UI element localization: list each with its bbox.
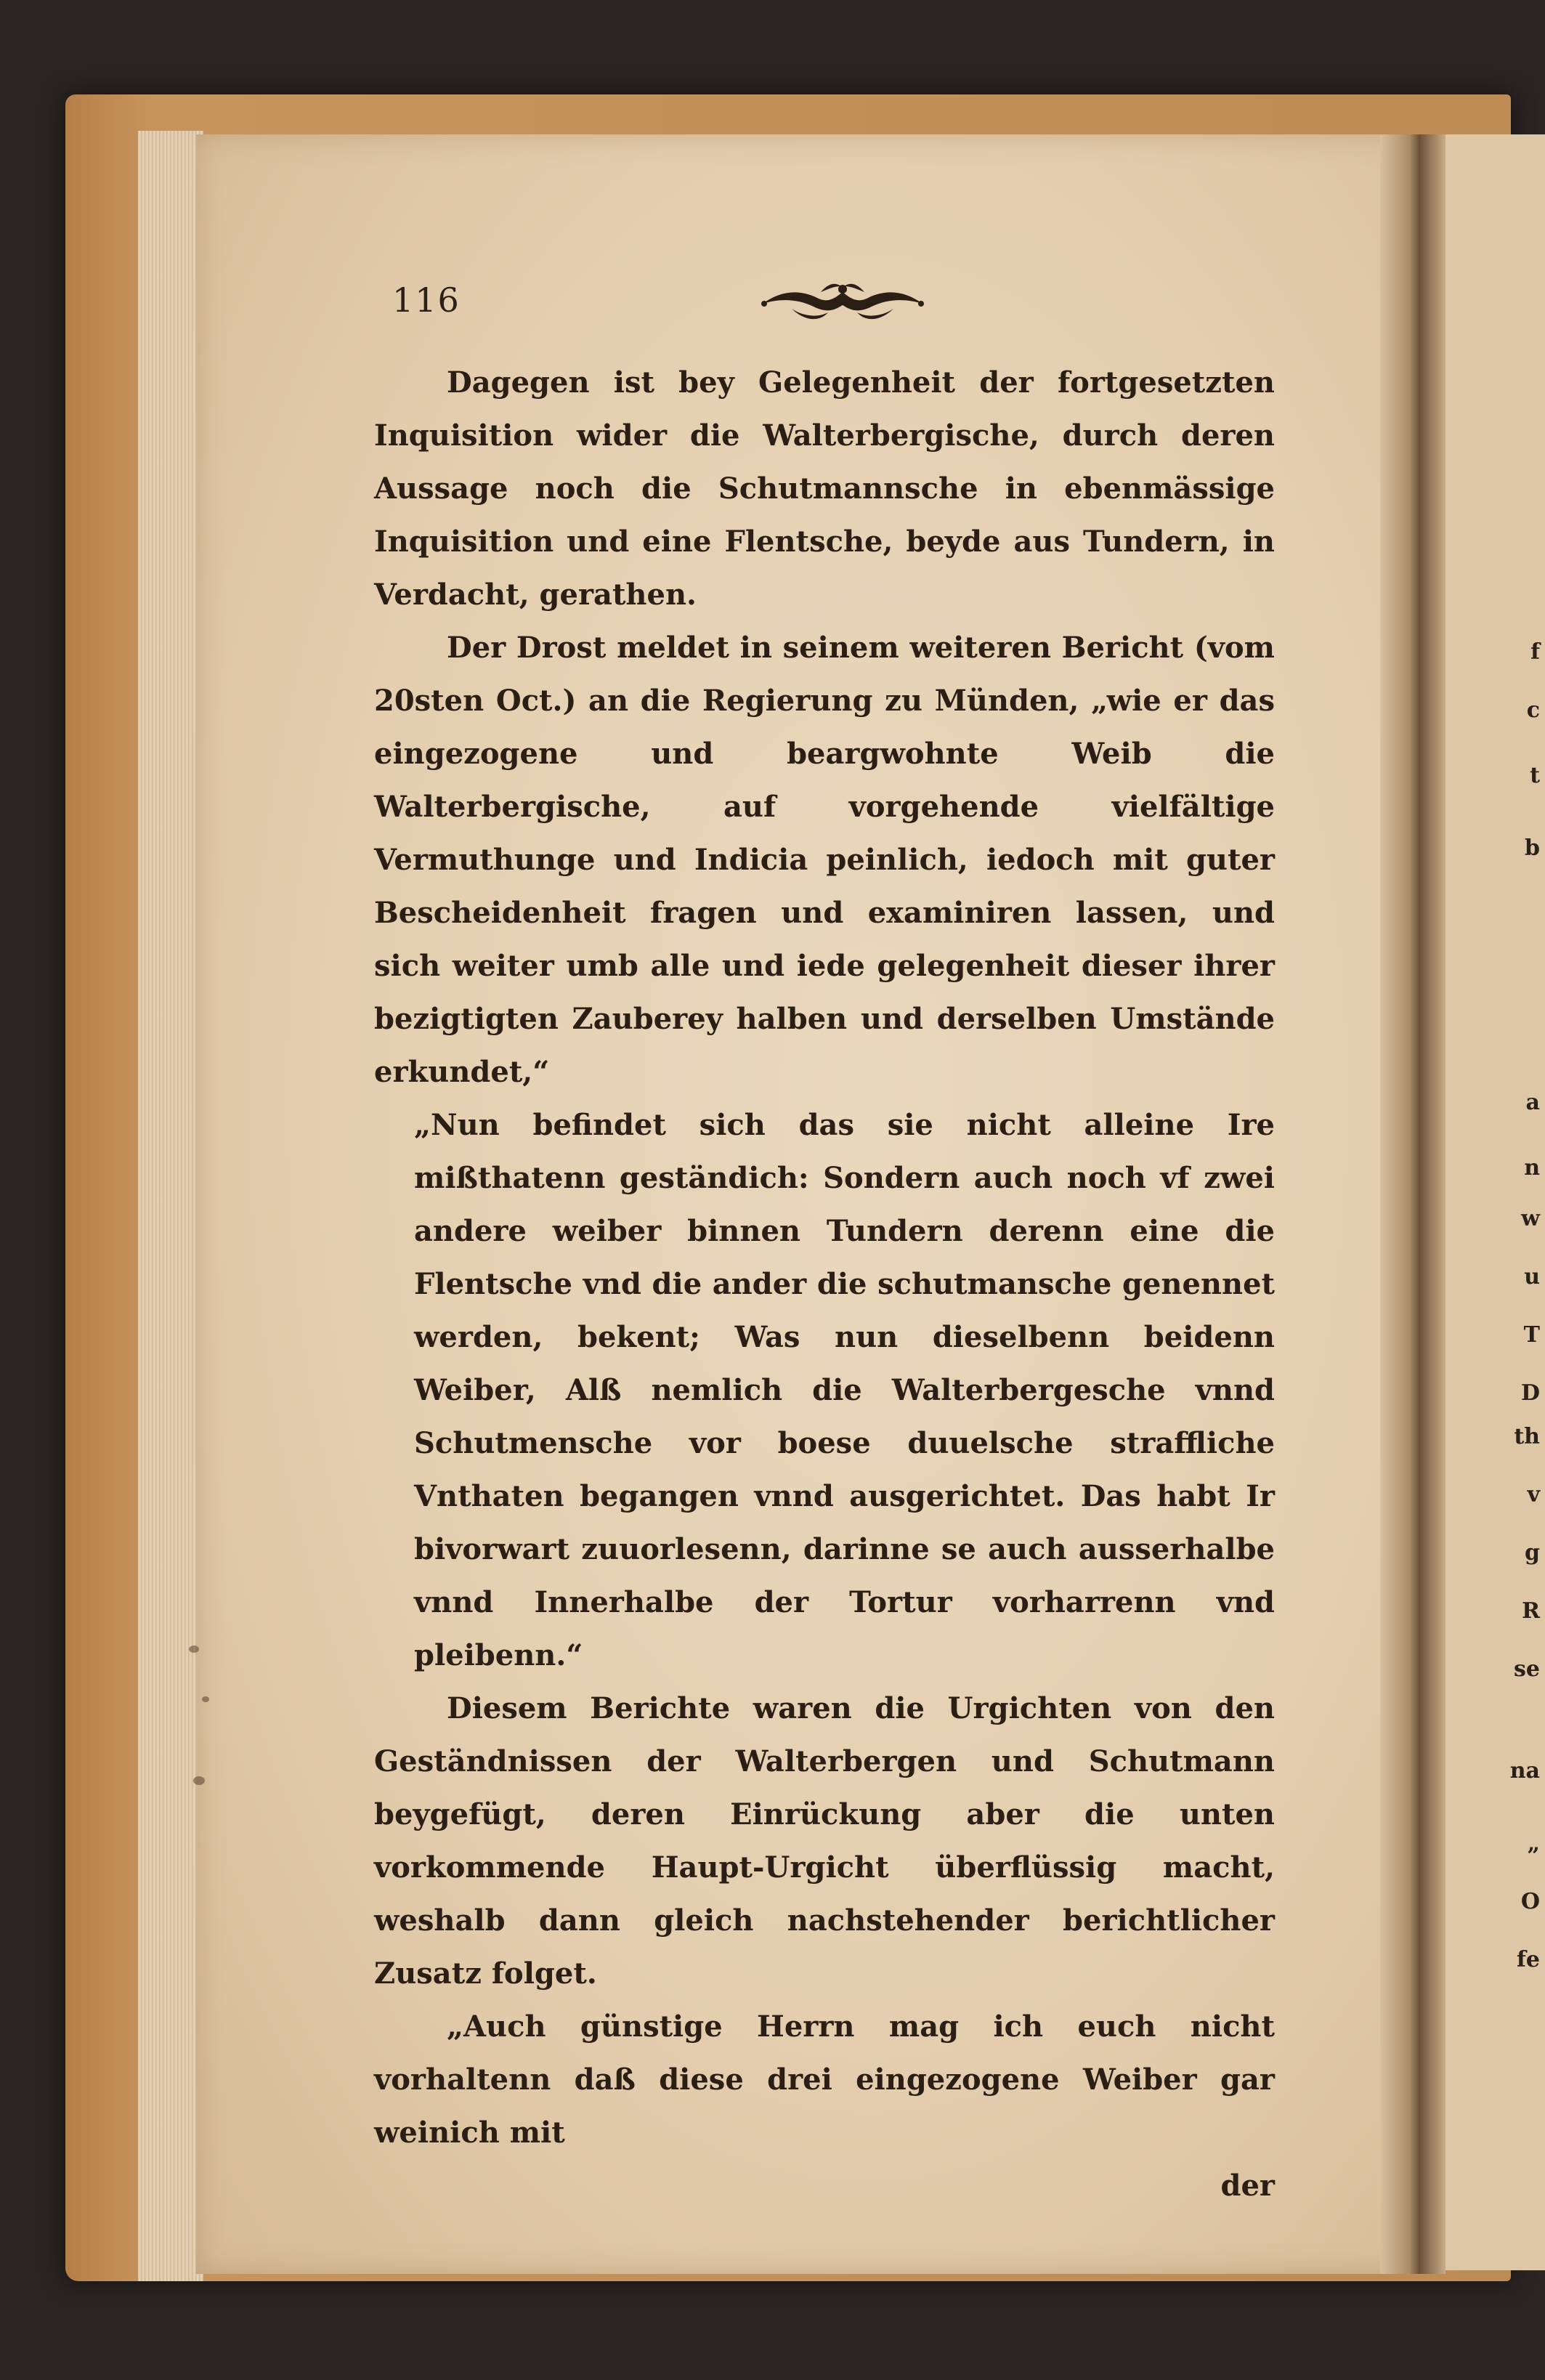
facing-page-fragment: T [1523, 1322, 1540, 1348]
facing-page-fragment: n [1524, 1155, 1540, 1181]
page-number: 116 [392, 280, 461, 320]
facing-page-fragment: D [1520, 1380, 1540, 1406]
catchword: der [1220, 2169, 1275, 2203]
paragraph: Diesem Berichte waren die Urgichten von den Geständnissen der Walterbergen und Schutmann beygefügt, deren Einrückung aber die unten vorkommende Haupt-Urgicht überflüssig macht, weshalb dann gleich nachstehender berichtlicher Zusatz folget. [374, 1691, 1275, 1991]
body-text [374, 356, 1275, 2212]
facing-page-fragment: g [1525, 1540, 1540, 1566]
decorative-vignette-icon [748, 276, 937, 327]
paragraph: Dagegen ist bey Gelegenheit der fortgesetzten Inquisition wider die Walterbergische, durch deren Aussage noch die Schutmannsche in ebenmässige Inquisition und eine Flentsche, beyde aus Tundern, in Verdacht, gerathen. [374, 365, 1275, 612]
foxing-stain [189, 1646, 199, 1653]
paragraph: „Auch günstige Herrn mag ich euch nicht vorhaltenn daß diese drei eingezogene Weiber gar weinich mit [374, 2009, 1275, 2150]
facing-page-fragment: R [1522, 1598, 1540, 1624]
facing-page-fragment: O [1520, 1889, 1540, 1914]
facing-page-fragment: b [1525, 835, 1540, 861]
quoted-paragraph: „Nun befindet sich das sie nicht alleine Ire mißthatenn geständich: Sondern auch noch vf zwei andere weiber binnen Tundern derenn eine die Flentsche vnd die ander die schutmansche genennet werden, bekent; Was nun dieselbenn beidenn Weiber, Alß nemlich die Walterbergesche vnnd Schutmensche vor boese duuelsche straffliche Vnthaten begangen vnnd ausgerichtet. Das habt Ir bivorwart zuuorlesenn, darinne se auch ausserhalbe vnnd Innerhalbe der Tortur vorharrenn vnd pleibenn.“ [414, 1108, 1275, 1672]
facing-page-fragment: u [1524, 1264, 1540, 1290]
facing-page-fragment: fe [1517, 1947, 1540, 1972]
foxing-stain [202, 1696, 209, 1702]
facing-page-fragment: c [1526, 697, 1540, 723]
facing-page-fragment: a [1525, 1090, 1540, 1115]
facing-page-fragment: th [1514, 1424, 1540, 1449]
facing-page-fragment: „ [1527, 1831, 1540, 1856]
page-header [392, 276, 1307, 334]
facing-page-edge [1445, 134, 1545, 2270]
facing-page-fragment: t [1530, 763, 1540, 788]
facing-page-fragment: na [1509, 1758, 1540, 1784]
facing-page-fragment: v [1527, 1482, 1540, 1507]
facing-page-fragment: se [1514, 1656, 1540, 1682]
facing-page-fragment: f [1530, 639, 1540, 665]
facing-page-fragment: w [1521, 1206, 1540, 1231]
book-gutter [1380, 134, 1445, 2274]
page-edges [138, 131, 203, 2281]
paragraph: Der Drost meldet in seinem weiteren Bericht (vom 20sten Oct.) an die Regierung zu Münden, „wie er das eingezogene und beargwohnte Weib die Walterbergische, auf vorgehende vielfältige Vermuthunge und Indicia peinlich, iedoch mit guter Bescheidenheit fragen und examiniren lassen, und sich weiter umb alle und iede gelegenheit dieser ihrer bezigtigten Zauberey halben und derselben Umstände erkundet,“ [374, 631, 1275, 1089]
foxing-stain [193, 1776, 205, 1785]
